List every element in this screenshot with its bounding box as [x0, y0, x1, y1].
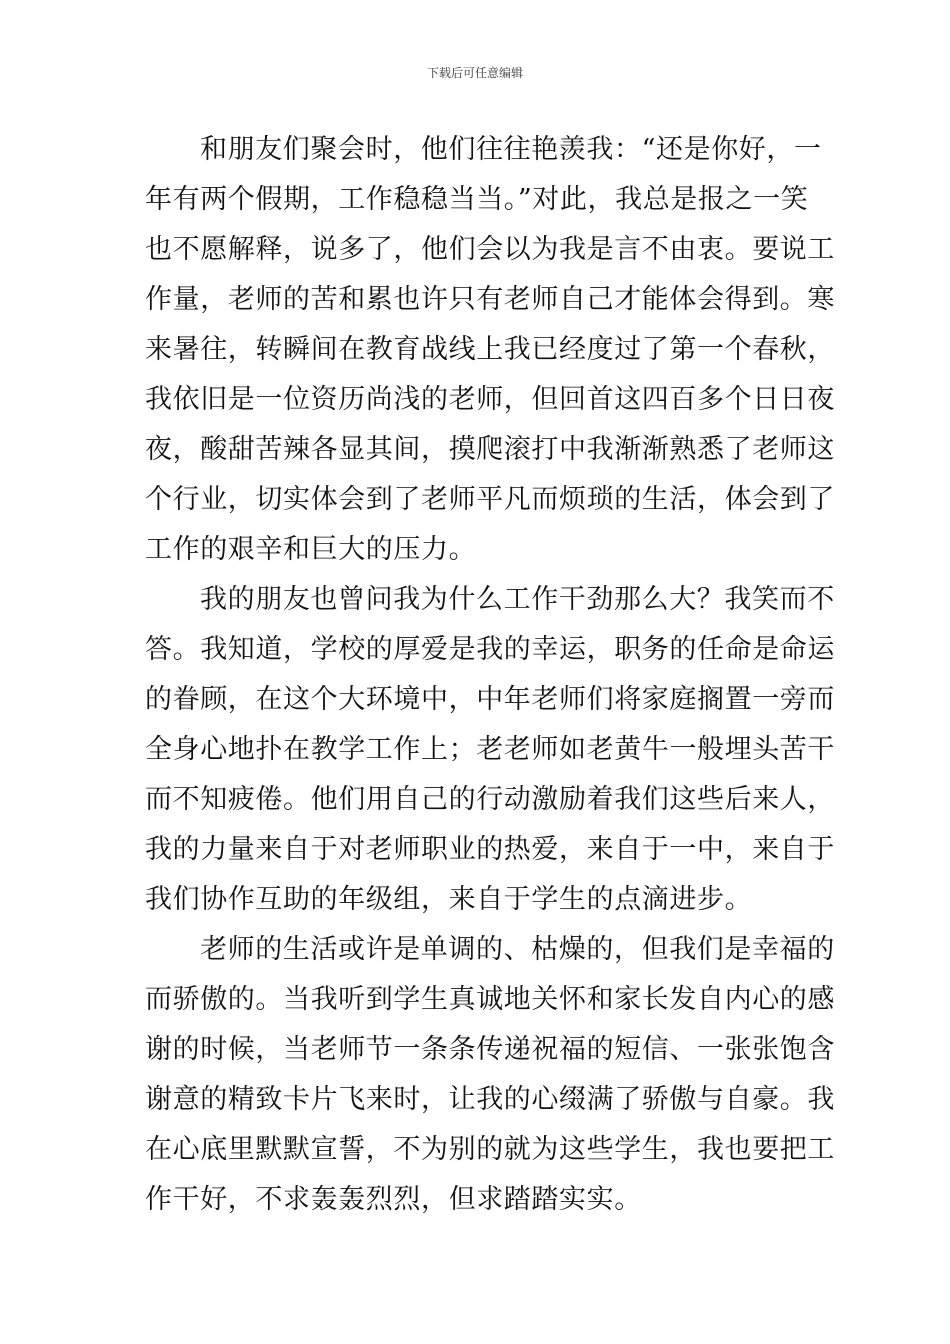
text-line: 答。我知道，学校的厚爱是我的幸运，职务的任命是命运 — [145, 634, 835, 665]
text-line: 也不愿解释，说多了，他们会以为我是言不由衷。要说工 — [145, 234, 835, 265]
text-line: 我的朋友也曾问我为什么工作干劲那么大？我笑而不 — [200, 584, 835, 615]
text-line: 我的力量来自于对老师职业的热爱，来自于一中，来自于 — [145, 834, 835, 865]
text-line: 我依旧是一位资历尚浅的老师，但回首这四百多个日日夜 — [145, 384, 835, 415]
text-line: 夜，酸甜苦辣各显其间，摸爬滚打中我渐渐熟悉了老师这 — [145, 434, 835, 465]
text-line: 我们协作互助的年级组，来自于学生的点滴进步。 — [145, 884, 753, 915]
text-line: 来暑往，转瞬间在教育战线上我已经度过了第一个春秋， — [145, 334, 835, 365]
text-line: 工作的艰辛和巨大的压力。 — [145, 534, 477, 565]
text-line: 年有两个假期，工作稳稳当当。”对此，我总是报之一笑 — [145, 184, 809, 215]
text-line: 全身心地扑在教学工作上；老老师如老黄牛一般埋头苦干 — [145, 734, 835, 765]
paragraph-2 — [145, 575, 835, 925]
text-line: 谢意的精致卡片飞来时，让我的心缀满了骄傲与自豪。我 — [145, 1084, 835, 1115]
page-header: 下载后可任意编辑 — [426, 66, 523, 80]
text-line: 谢的时候，当老师节一条条传递祝福的短信、一张张饱含 — [145, 1034, 835, 1065]
paragraph-3 — [145, 925, 835, 1225]
document-body — [145, 125, 835, 1225]
text-line: 而不知疲倦。他们用自己的行动激励着我们这些后来人， — [145, 784, 835, 815]
text-line: 在心底里默默宣誓，不为别的就为这些学生，我也要把工 — [145, 1134, 835, 1165]
text-line: 个行业，切实体会到了老师平凡而烦琐的生活，体会到了 — [145, 484, 835, 515]
text-line: 作干好，不求轰轰烈烈，但求踏踏实实。 — [145, 1184, 642, 1215]
text-line: 而骄傲的。当我听到学生真诚地关怀和家长发自内心的感 — [145, 984, 835, 1015]
text-line: 的眷顾，在这个大环境中，中年老师们将家庭搁置一旁而 — [145, 684, 835, 715]
paragraph-1 — [145, 125, 835, 575]
text-line: 和朋友们聚会时，他们往往艳羡我：“还是你好，一 — [200, 134, 822, 165]
text-line: 老师的生活或许是单调的、枯燥的，但我们是幸福的 — [200, 934, 835, 965]
text-line: 作量，老师的苦和累也许只有老师自己才能体会得到。寒 — [145, 284, 835, 315]
